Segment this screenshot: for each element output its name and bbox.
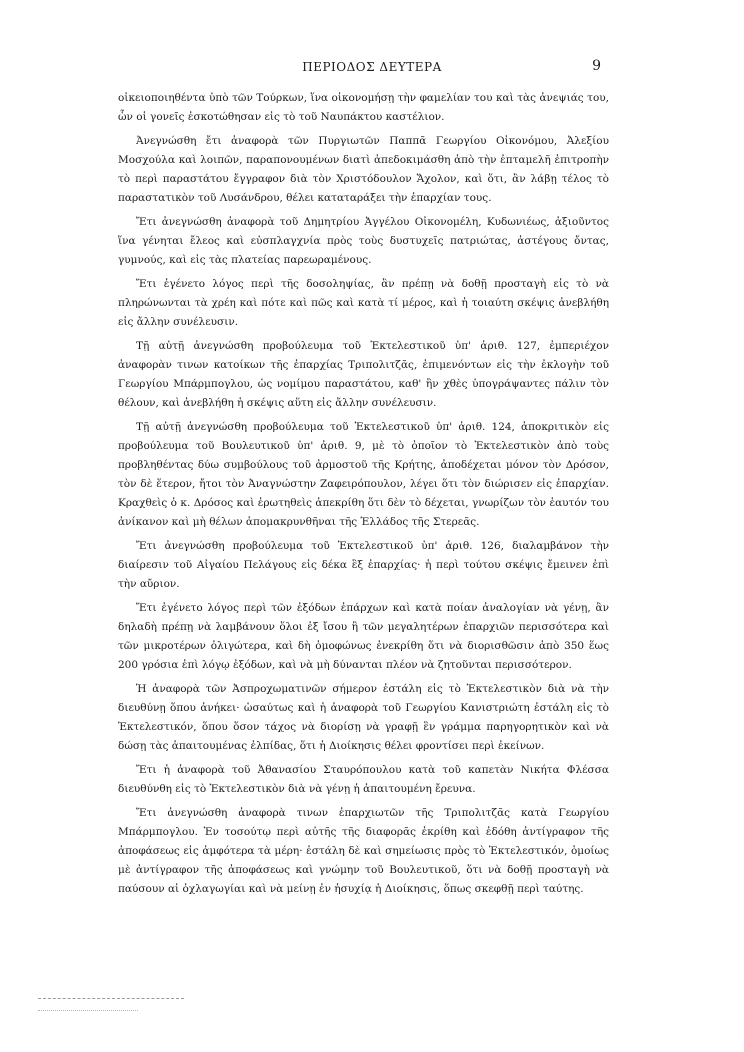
paragraph: Ἔτι ἀνεγνώσθη προβούλευμα τοῦ Ἐκτελεστικοῦ ὑπ' ἀριθ. 126, διαλαμβάνον τὴν διαίρεσιν τοῦ Αἰγαίου Πελάγους εἰς δέκα ἓξ ἐπαρχίας· ἡ περὶ τούτου σκέψις ἔμεινεν ἐπὶ τὴν αὔριον. <box>118 540 609 590</box>
scan-rule <box>38 1010 138 1011</box>
paragraph: Τῇ αὐτῇ ἀνεγνώσθη προβούλευμα τοῦ Ἐκτελεστικοῦ ὑπ' ἀριθ. 124, ἀποκριτικὸν εἰς προβούλευμα τοῦ Βουλευτικοῦ ὑπ' ἀριθ. 9, μὲ τὸ ὁποῖον τὸ Ἐκτελεστικὸν ἀπὸ τοὺς προβληθέντας δύω συμβούλους τοῦ ἁρμοστοῦ τῆς Κρήτης, ἀποδέχεται μόνον τὸν Δρόσον, τὸν δὲ ἕτερον, ἤτοι τὸν Ἀναγνώστην Ζαφειρόπουλον, λέγει ὅτι τὸν διώρισεν εἰς ἐπαρχίαν. Κραχθεὶς ὁ κ. Δρόσος καὶ ἐρωτηθεὶς ἀπεκρίθη ὅτι δὲν τὸ δέχεται, γνωρίζων τὸν ἑαυτόν του ἀνίκανον καὶ μὴ θέλων ἀπομακρυνθῆναι τῆς Ἑλλάδος τῆς Στερεᾶς. <box>118 421 609 528</box>
running-title: ΠΕΡΙΟΔΟΣ ΔΕΥΤΕΡΑ <box>302 60 442 74</box>
paragraph: Ἔτι ἐγένετο λόγος περὶ τῶν ἐξόδων ἐπάρχων καὶ κατὰ ποίαν ἀναλογίαν νὰ γένῃ, ἂν δηλαδὴ πρέπῃ νὰ λαμβάνουν ὅλοι ἐξ ἴσου ἢ τῶν μεγαλητέρων ἐπαρχιῶν περισσότερα καὶ τῶν μικροτέρων ὀλιγώτερα, καὶ δὴ ὁμοφώνως ἐνεκρίθη ὅτι νὰ διορισθῶσιν ἀπὸ 350 ἕως 200 γρόσια ἐπὶ λόγῳ ἐξόδων, καὶ νὰ μὴ δύνανται πλέον νὰ ζητοῦνται περισσότερον. <box>118 602 609 671</box>
paragraph: Ἔτι ἀνεγνώσθη ἀναφορὰ τινων ἐπαρχιωτῶν τῆς Τριπολιτζᾶς κατὰ Γεωργίου Μπάρμπογλου. Ἐν τοσούτῳ περὶ αὐτῆς τῆς διαφορᾶς ἐκρίθη καὶ ἐδόθη ἀντίγραφον τῆς ἀποφάσεως εἰς ἀμφότερα τὰ μέρη· ἐστάλη δὲ καὶ σημείωσις πρὸς τὸ Ἐκτελεστικόν, ὁμοίως μὲ ἀντίγραφον τῆς ἀποφάσεως καὶ γνώμην τοῦ Βουλευτικοῦ, ὅτι νὰ δοθῇ προσταγὴ νὰ παύσουν αἱ ὀχλαγωγίαι καὶ νὰ μείνῃ ἐν ἡσυχίᾳ ἡ Διοίκησις, ὅπως σκεφθῇ περὶ ταύτης. <box>118 807 609 895</box>
paragraph: Ἔτι ἐγένετο λόγος περὶ τῆς δοσοληψίας, ἂν πρέπῃ νὰ δοθῇ προσταγὴ εἰς τὸ νὰ πληρώνωνται τὰ χρέη καὶ πότε καὶ πῶς καὶ κατὰ τί μέρος, καὶ ἡ τοιαύτη σκέψις ἀνεβλήθη εἰς ἄλλην συνέλευσιν. <box>118 278 609 328</box>
page-number: 9 <box>592 58 601 74</box>
running-head <box>0 60 744 80</box>
body-text <box>118 89 609 904</box>
paragraph: Ἔτι ἡ ἀναφορὰ τοῦ Ἀθανασίου Σταυρόπουλου κατὰ τοῦ καπετὰν Νικήτα Φλέσσα διευθύνθη εἰς τὸ Ἐκτελεστικὸν διὰ νὰ γένῃ ἡ ἀπαιτουμένη ἔρευνα. <box>118 764 609 795</box>
paragraph: οἰκειοποιηθέντα ὑπὸ τῶν Τούρκων, ἵνα οἰκονομήσῃ τὴν φαμελίαν του καὶ τὰς ἀνεψιάς του, ὧν οἱ γονεῖς ἐσκοτώθησαν εἰς τὸ τοῦ Ναυπάκτου καστέλιον. <box>118 92 609 123</box>
paragraph: Τῇ αὐτῇ ἀνεγνώσθη προβούλευμα τοῦ Ἐκτελεστικοῦ ὑπ' ἀριθ. 127, ἐμπεριέχον ἀναφορὰν τινων κατοίκων τῆς ἐπαρχίας Τριπολιτζᾶς, ἐπιμενόντων εἰς τὴν ἐκλογὴν τοῦ Γεωργίου Μπάρμπογλου, ὡς νομίμου παραστάτου, καθ' ἣν χθὲς ὑπογράψαντες πάλιν τὸν θέλουν, καὶ ἀνεβλήθη ἡ σκέψις αὕτη εἰς ἄλλην συνέλευσιν. <box>118 340 609 409</box>
paragraph: Ἔτι ἀνεγνώσθη ἀναφορὰ τοῦ Δημητρίου Ἀγγέλου Οἰκονομέλη, Κυδωνιέως, ἀξιοῦντος ἵνα γένηται ἔλεος καὶ εὐσπλαγχνία πρὸς τοὺς δυστυχεῖς πατριώτας, ἀστέγους ὄντας, γυμνούς, καὶ εἰς τὰς πλατείας παρεωραμένους. <box>118 216 609 266</box>
paragraph: Ἡ ἀναφορὰ τῶν Ἀσπροχωματινῶν σήμερον ἐστάλη εἰς τὸ Ἐκτελεστικὸν διὰ νὰ τὴν διευθύνῃ ὅπου ἀνήκει· ὡσαύτως καὶ ἡ ἀναφορὰ τοῦ Γεωργίου Κανιστριώτη ἐστάλη εἰς τὸ Ἐκτελεστικόν, ὅπου ὅσον τάχος νὰ διορίσῃ νὰ γραφῇ ἓν γράμμα παρηγορητικὸν καὶ νὰ δώσῃ τὰς ἀπαιτουμένας ἐλπίδας, ὅτι ἡ Διοίκησις θέλει φροντίσει περὶ ἐκείνων. <box>118 683 609 752</box>
scan-rule <box>38 998 184 999</box>
paragraph: Ἀνεγνώσθη ἔτι ἀναφορὰ τῶν Πυργιωτῶν Παππᾶ Γεωργίου Οἰκονόμου, Ἀλεξίου Μοσχούλα καὶ λοιπῶν, παραπονουμένων διατὶ ἀπεδοκιμάσθη ἀπὸ τὴν ἐπταμελῆ ἐπιτροπὴν τὸ περὶ παραστάτου ἔγγραφον διὰ τὸν Χριστόδουλον Ἄχολον, καὶ ὅτι, ἂν λάβῃ τέλος τὸ παραστατικὸν τοῦ Λυσάνδρου, θέλει καταταράξει τὴν ἐπαρχίαν τους. <box>118 135 609 204</box>
